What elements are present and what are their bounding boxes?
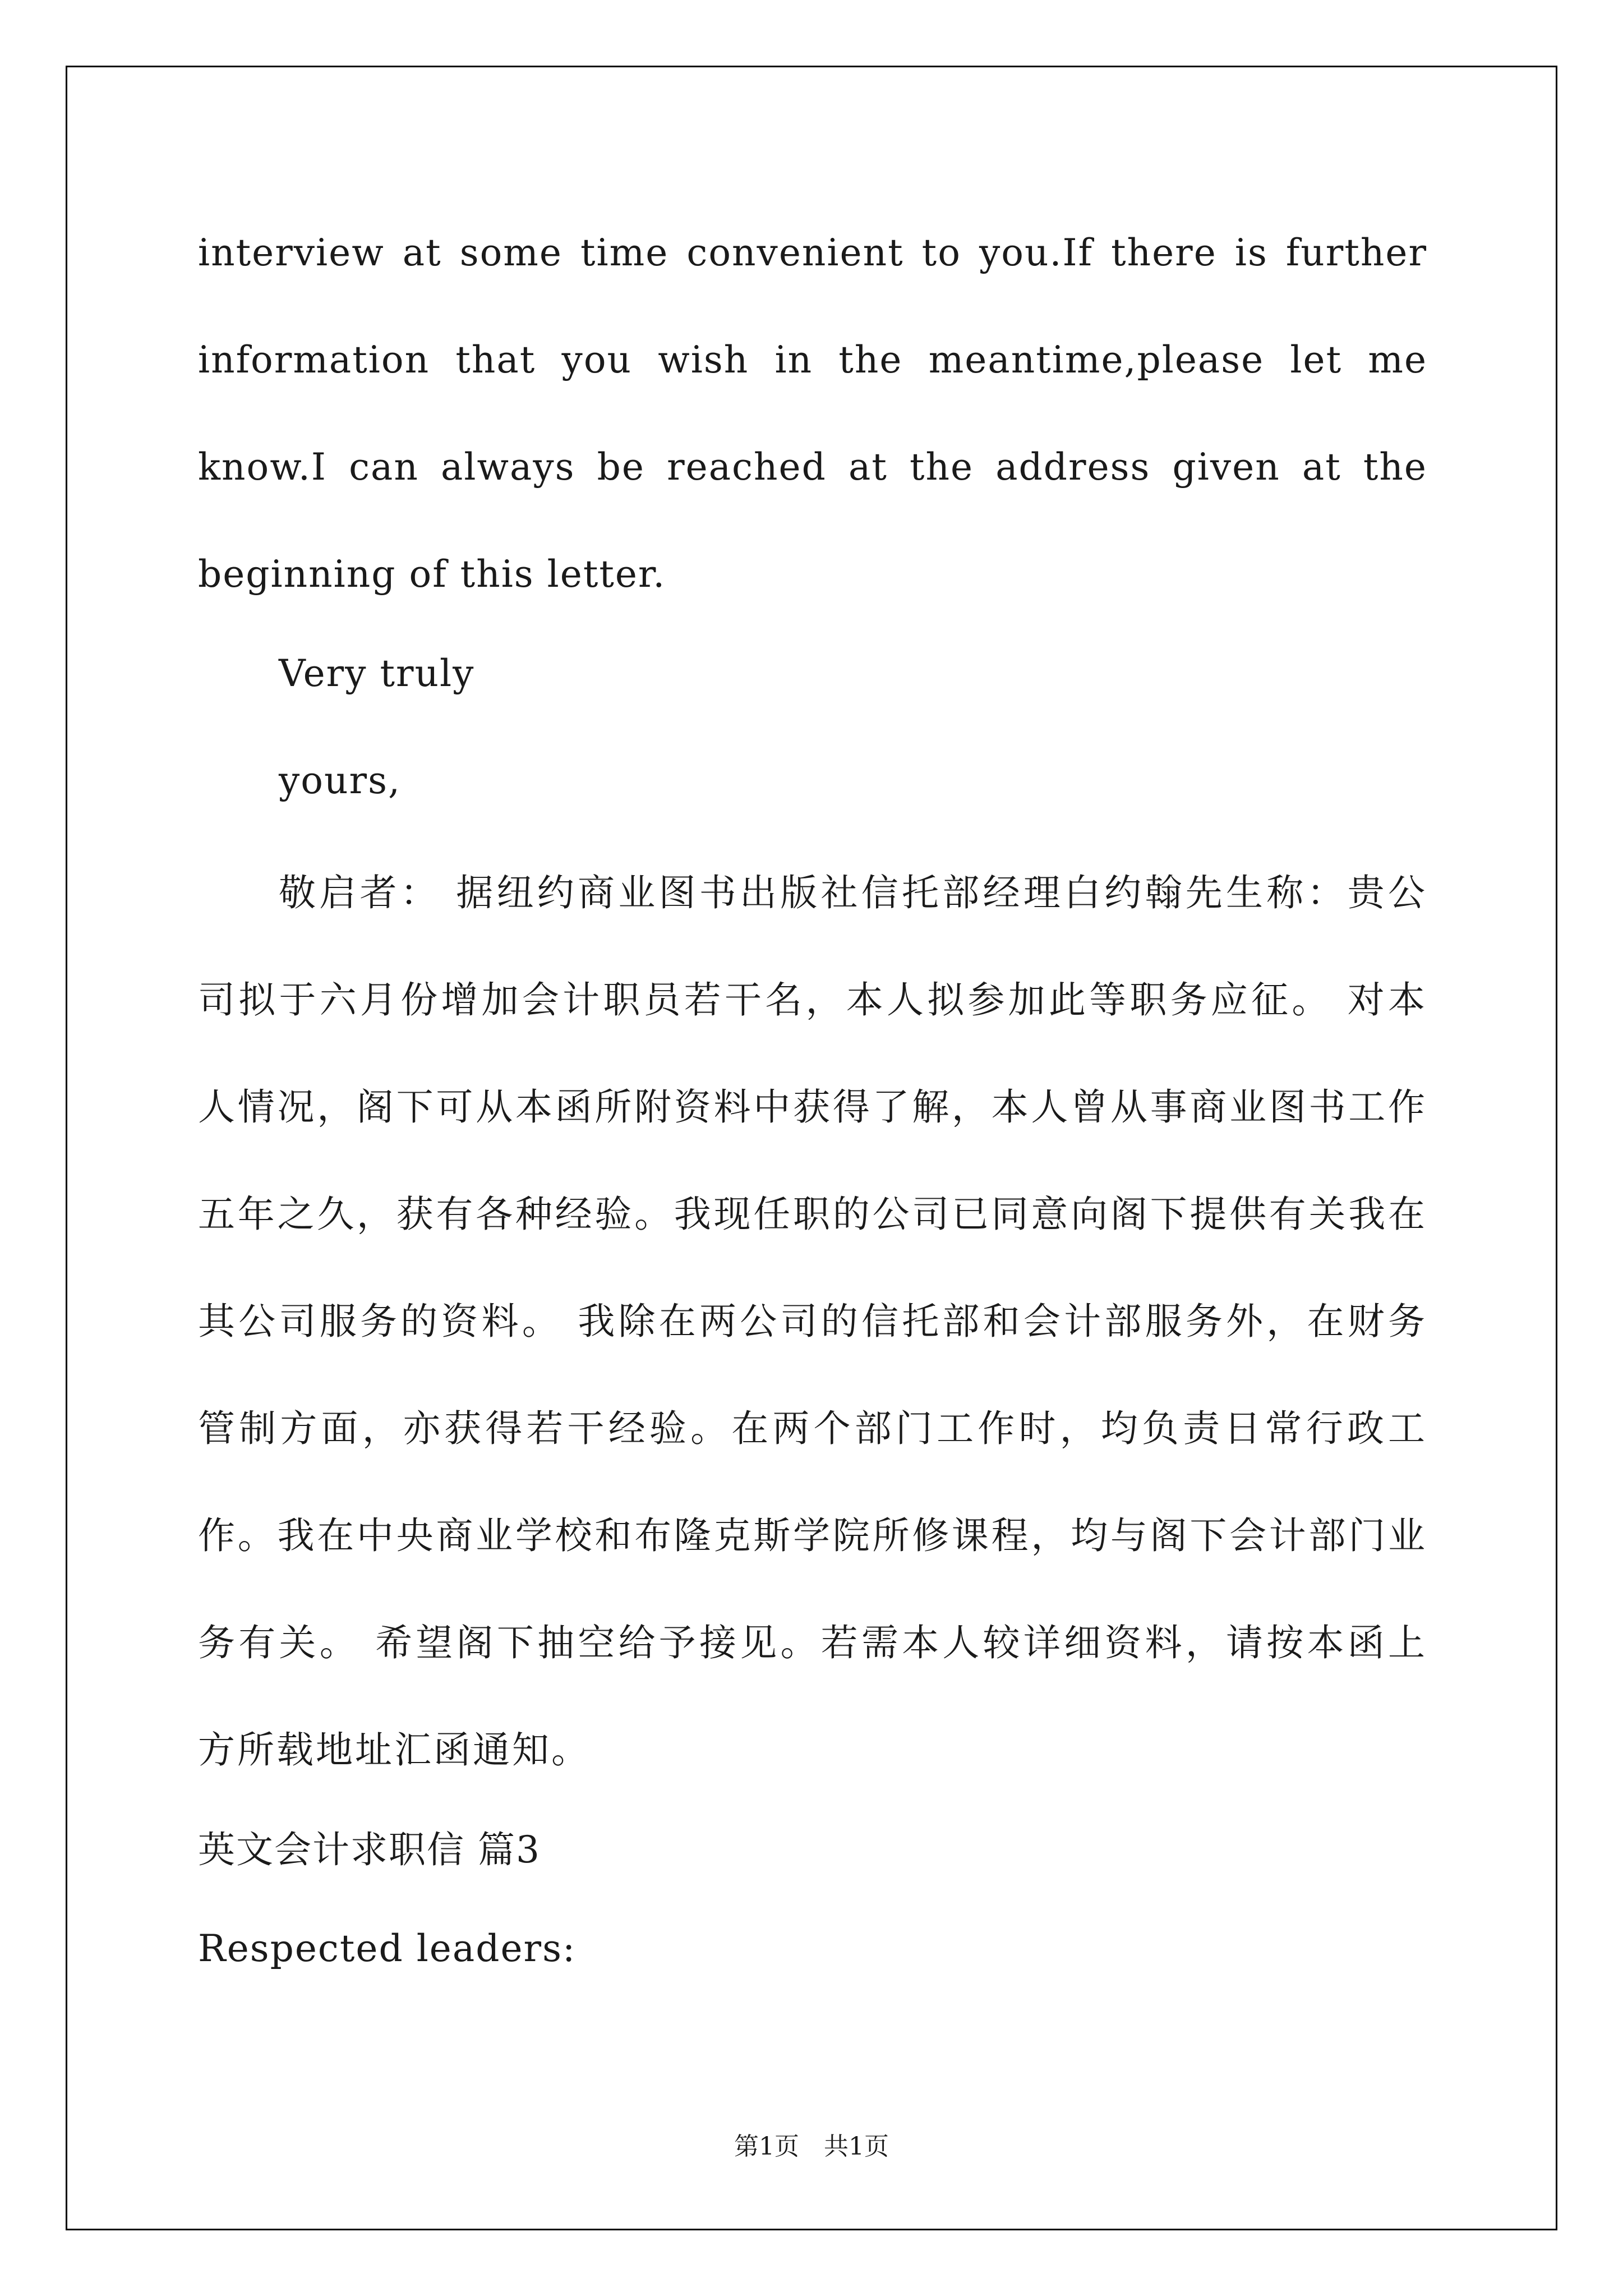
salutation: Respected leaders: [198, 1927, 577, 1970]
page-number-footer: 第1页 共1页 [734, 2132, 889, 2161]
closing-line-yours: yours, [279, 759, 401, 802]
closing-line-very-truly: Very truly [279, 652, 475, 695]
body-paragraph-english: interview at some time convenient to you.If there is further information that you wish in the meantime,please let me know.I can always be reached at the address given at the beginning of this letter. [198, 231, 1427, 596]
body-paragraph-chinese: 敬启者： 据纽约商业图书出版社信托部经理白约翰先生称：贵公司拟于六月份增加会计职员若干名，本人拟参加此等职务应征。 对本人情况，阁下可从本函所附资料中获得了解，本人曾从事商业图书工作五年之久，获有各种经验。我现任职的公司已同意向阁下提供有关我在其公司服务的资料。 我除在两公司的信托部和会计部服务外，在财务管制方面，亦获得若干经验。在两个部门工作时，均负责日常行政工作。我在中央商业学校和布隆克斯学院所修课程，均与阁下会计部门业务有关。 希望阁下抽空给予接见。若需本人较详细资料，请按本函上方所载地址汇函通知。 [198, 871, 1427, 1772]
section-heading: 英文会计求职信 篇3 [198, 1828, 541, 1871]
